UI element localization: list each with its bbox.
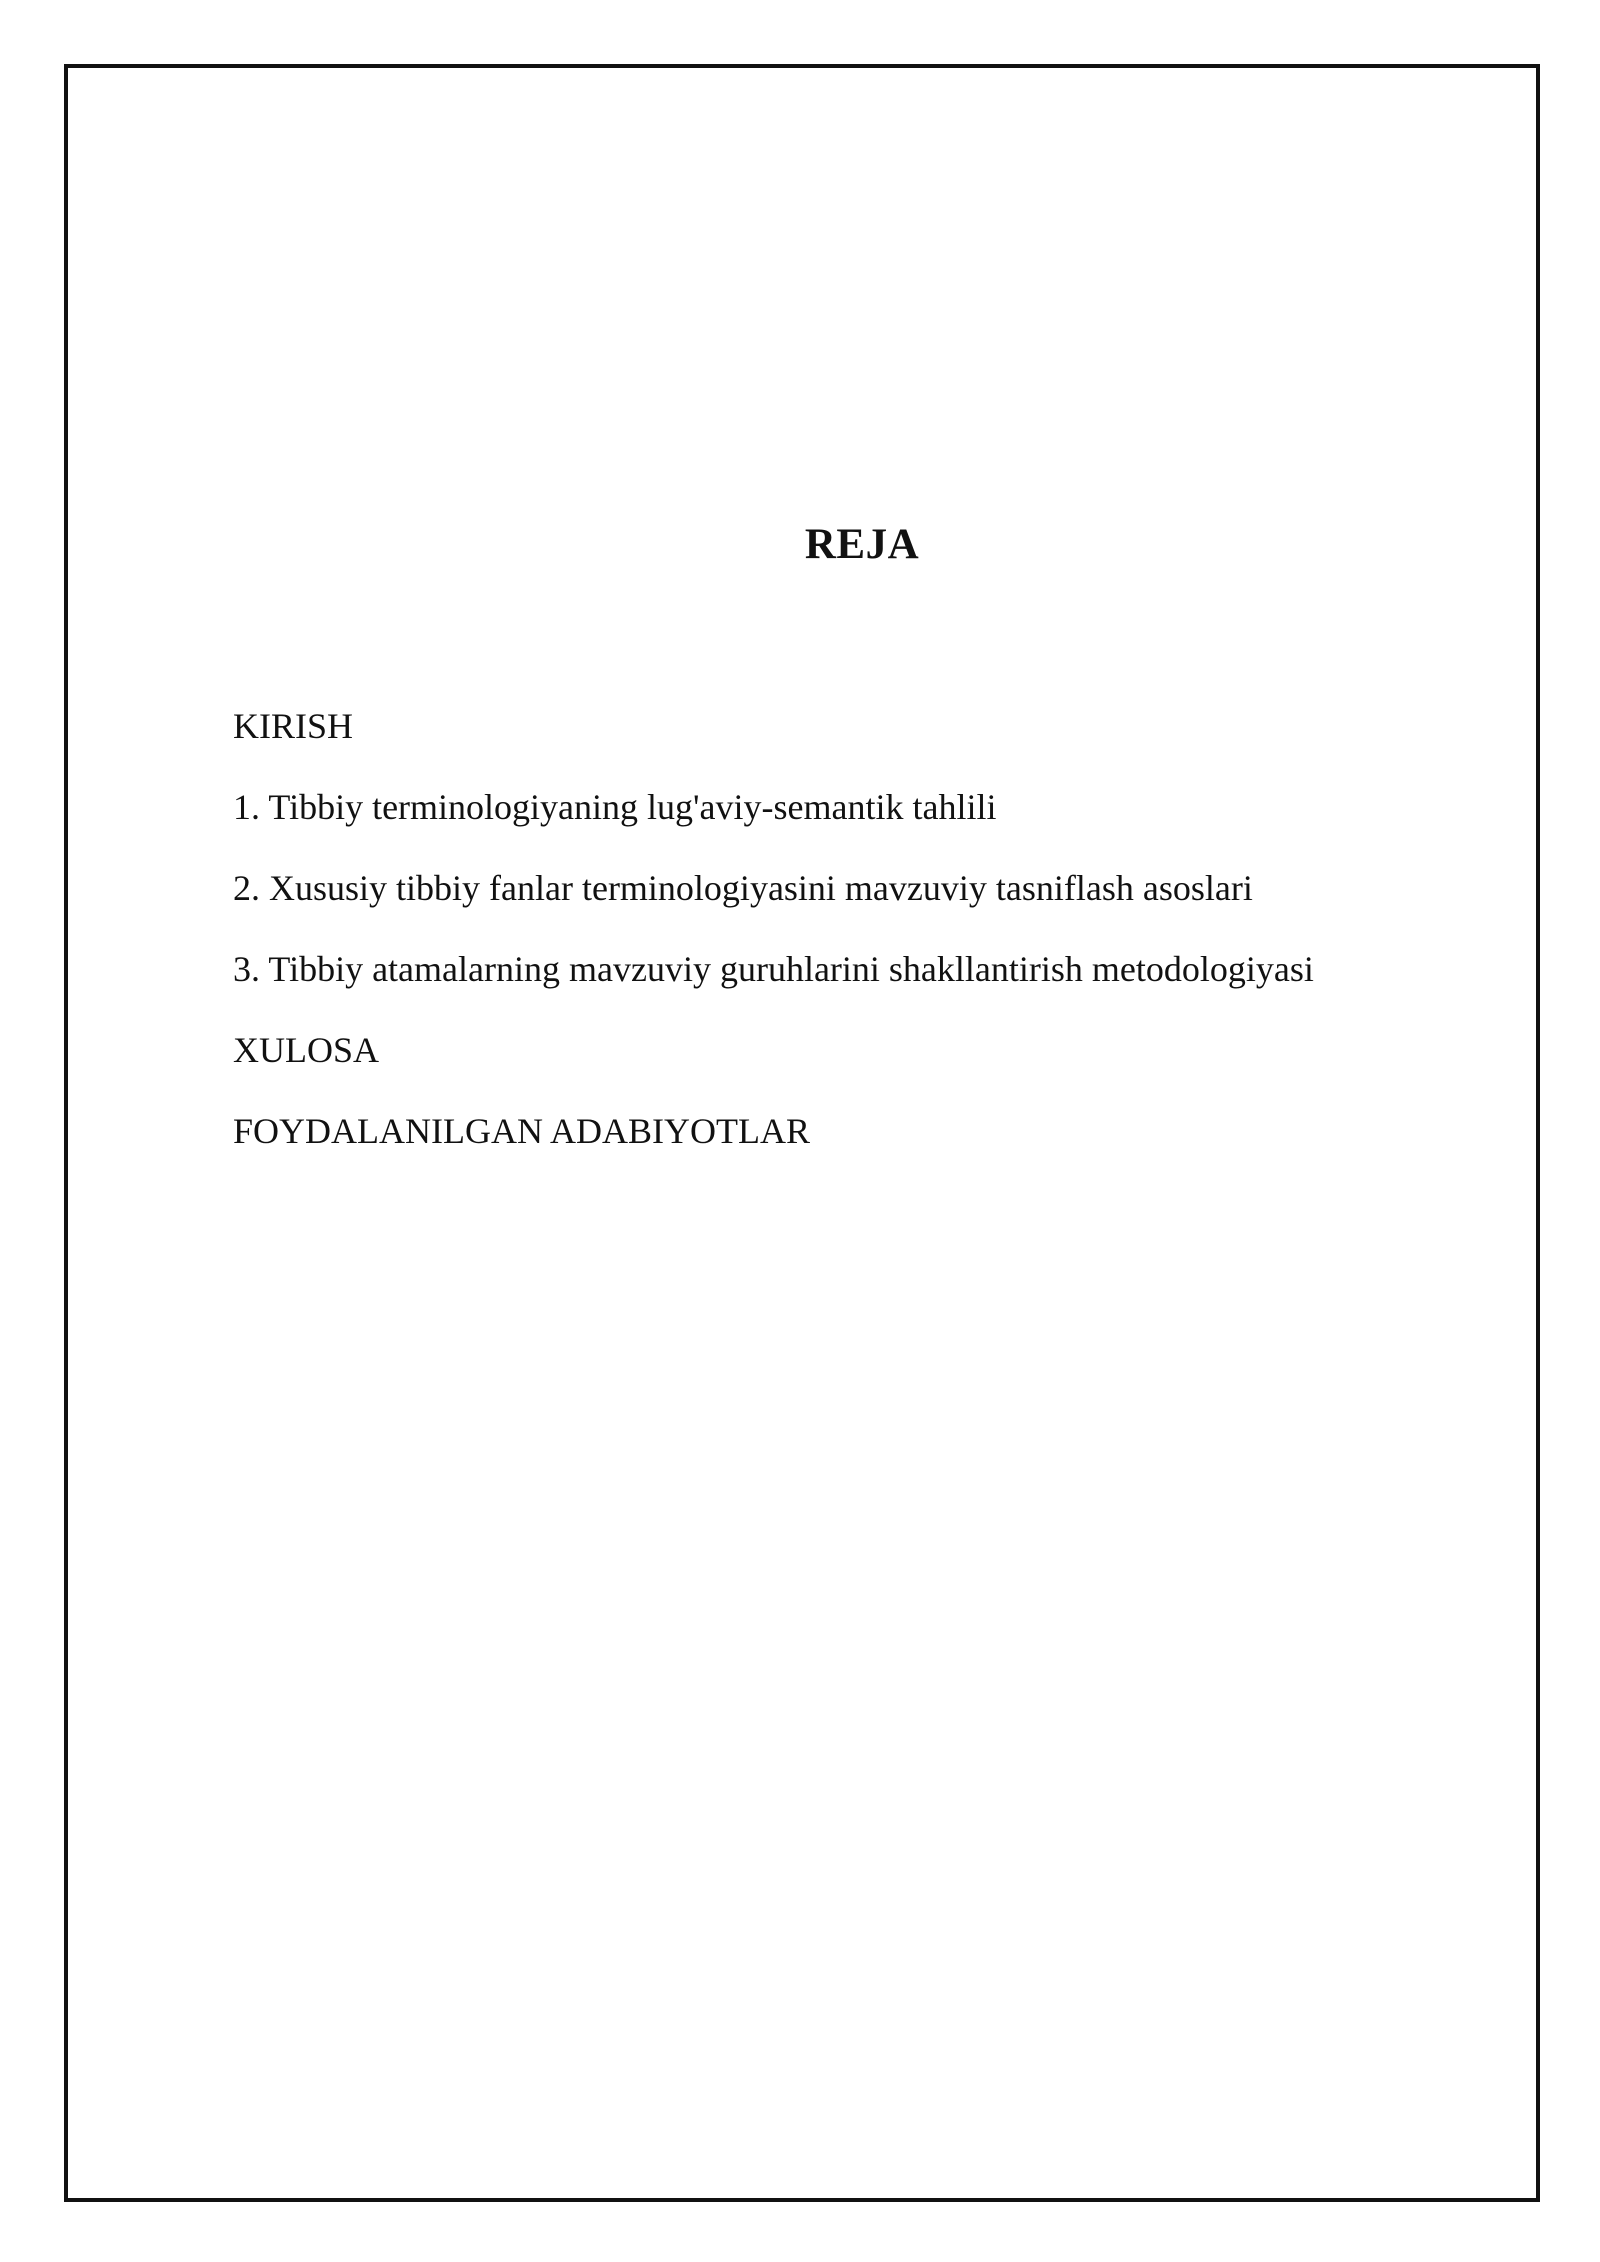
page-border (64, 64, 1540, 2202)
table-of-contents (233, 708, 1314, 1194)
toc-item-conclusion: XULOSA (233, 1030, 380, 1070)
toc-item-section-3: 3. Tibbiy atamalarning mavzuviy guruhlarini shakllantirish metodologiyasi (233, 949, 1314, 989)
toc-item-introduction: KIRISH (233, 706, 354, 746)
page-title-container (68, 523, 1536, 566)
toc-item-section-1: 1. Tibbiy terminologiyaning lug'aviy-semantik tahlili (233, 787, 997, 827)
toc-item-references: FOYDALANILGAN ADABIYOTLAR (233, 1111, 810, 1151)
page-title: REJA (804, 521, 920, 568)
toc-item-section-2: 2. Xususiy tibbiy fanlar terminologiyasini mavzuviy tasniflash asoslari (233, 868, 1253, 908)
